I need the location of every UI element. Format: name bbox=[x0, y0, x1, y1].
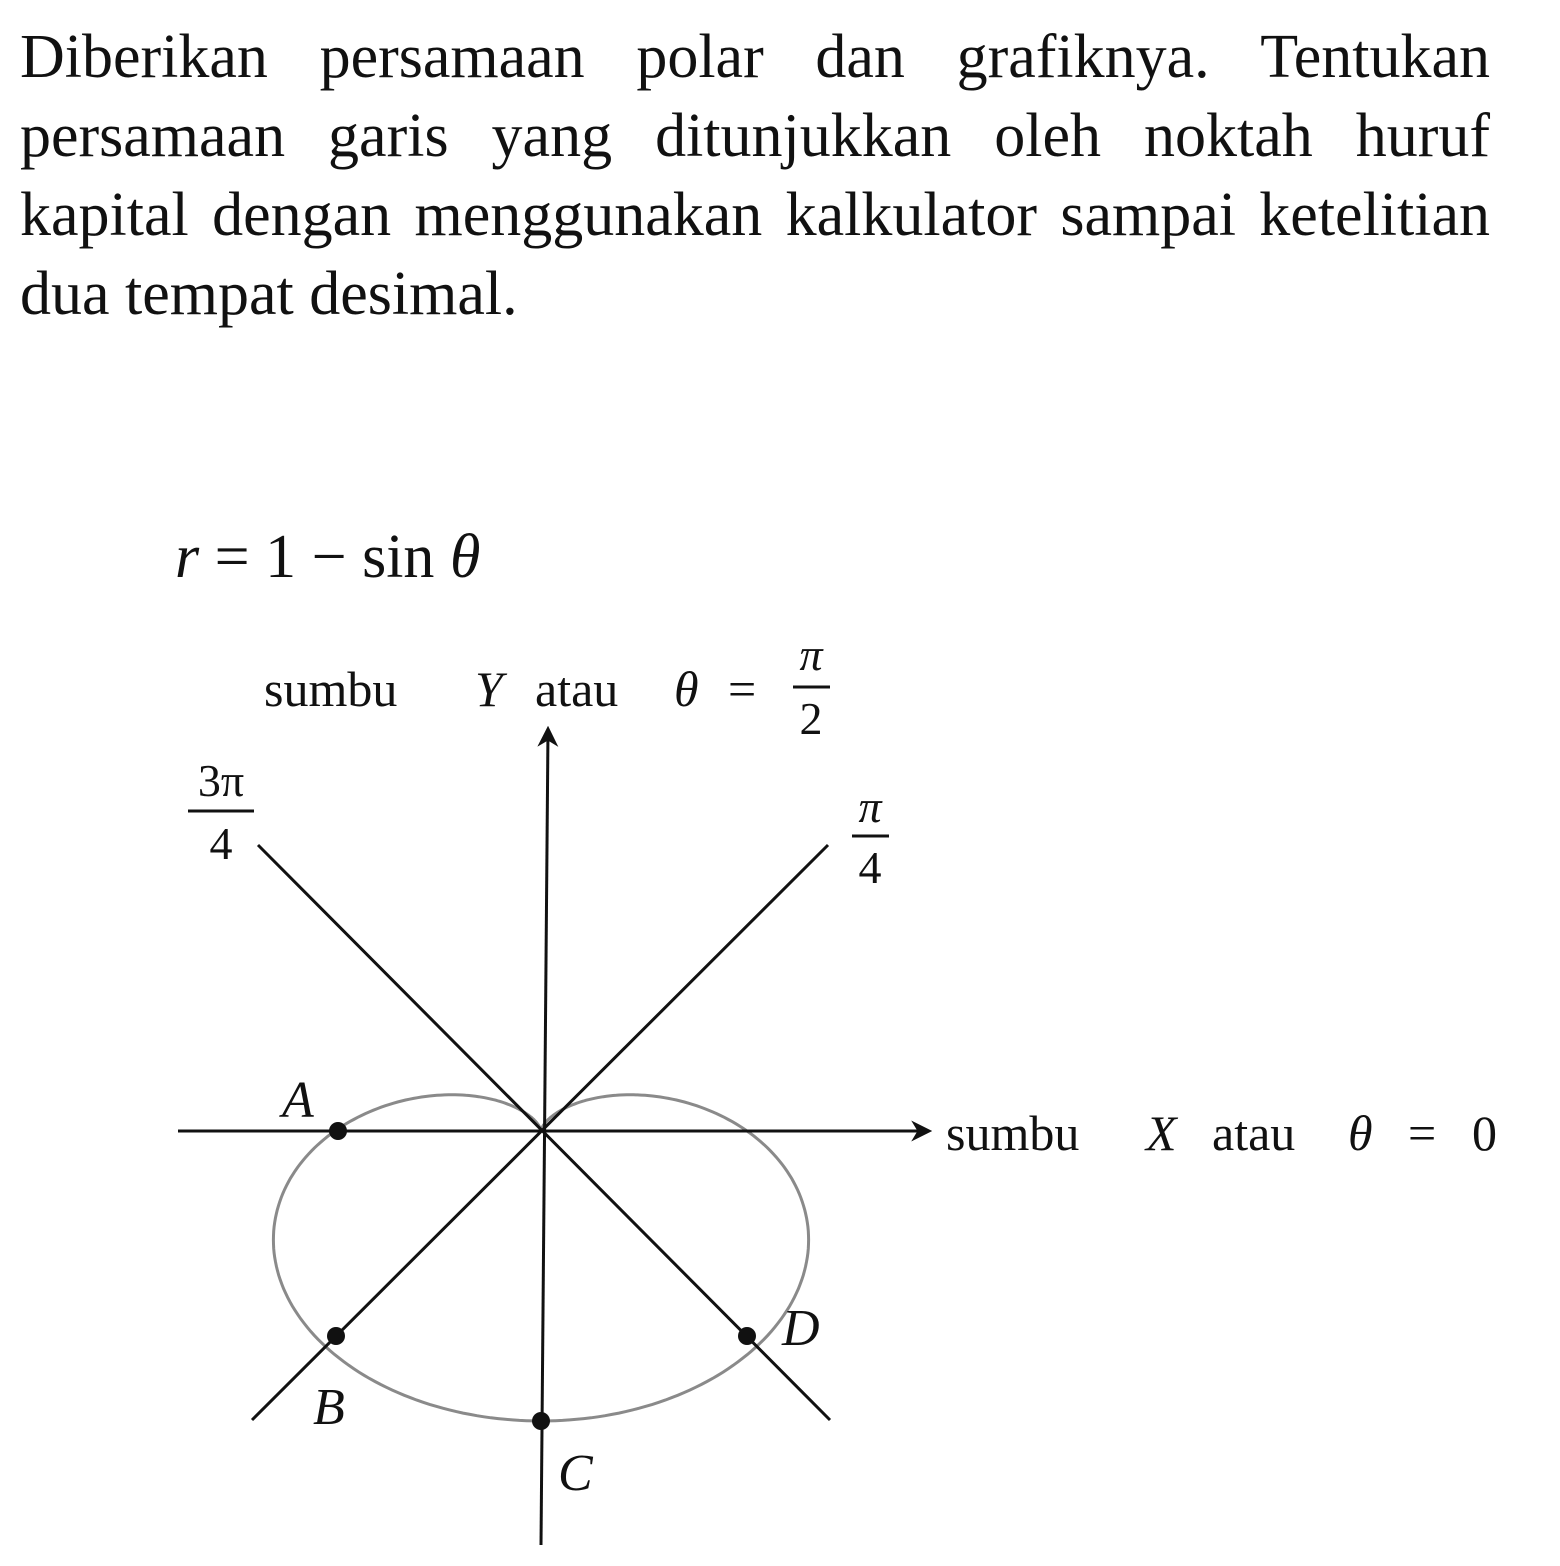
y-label-eq: = bbox=[728, 661, 757, 717]
eq-equals: = bbox=[214, 523, 250, 591]
eq-r: r bbox=[175, 523, 200, 591]
x-label-prefix: sumbu bbox=[946, 1105, 1080, 1161]
label-pi4-den: 4 bbox=[858, 842, 882, 893]
eq-one: 1 bbox=[265, 523, 297, 591]
point-d-dot bbox=[738, 1327, 756, 1345]
x-label-theta: θ bbox=[1348, 1105, 1373, 1161]
point-c-dot bbox=[532, 1412, 550, 1430]
x-label-letter: X bbox=[1146, 1105, 1177, 1161]
y-label-letter: Y bbox=[475, 661, 503, 717]
eq-minus: − bbox=[311, 523, 347, 591]
point-a-label: A bbox=[282, 1072, 314, 1129]
point-b-dot bbox=[327, 1327, 345, 1345]
x-label-value: 0 bbox=[1472, 1105, 1497, 1161]
y-axis-label bbox=[264, 661, 756, 717]
x-label-middle: atau bbox=[1212, 1105, 1296, 1161]
label-3pi4-num: 3π bbox=[197, 755, 245, 806]
y-label-middle: atau bbox=[535, 661, 619, 717]
point-d-label: D bbox=[782, 1300, 820, 1357]
y-label-fraction-num: π bbox=[799, 629, 823, 680]
x-axis-label bbox=[946, 1105, 1497, 1161]
label-3pi4-den: 4 bbox=[209, 818, 233, 869]
problem-text: Diberikan persamaan polar dan grafiknya. Tentukan persamaan garis yang ditunjukkan oleh noktah huruf kapital dengan menggunakan kalkulator sampai ketelitian dua tempat desimal. bbox=[20, 23, 1490, 328]
y-label-fraction-den: 2 bbox=[799, 693, 823, 744]
label-pi4-num: π bbox=[858, 781, 882, 832]
point-a-dot bbox=[329, 1122, 347, 1140]
eq-sin: sin bbox=[362, 523, 435, 591]
x-label-eq: = bbox=[1408, 1105, 1437, 1161]
eq-theta: θ bbox=[449, 523, 481, 591]
point-b-label: B bbox=[313, 1379, 345, 1436]
y-label-prefix: sumbu bbox=[264, 661, 398, 717]
y-label-theta: θ bbox=[674, 661, 699, 717]
point-c-label: C bbox=[558, 1445, 593, 1502]
